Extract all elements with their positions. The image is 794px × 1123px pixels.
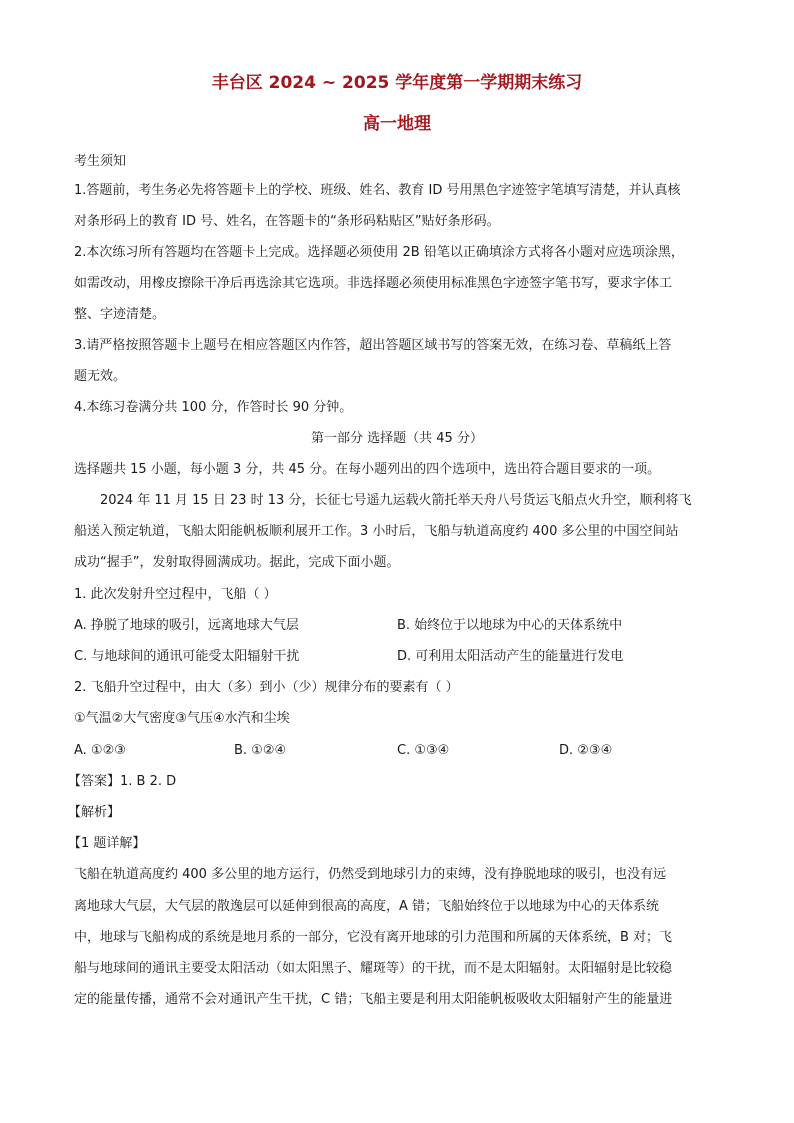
- question-2-option-a: A. ①②③: [74, 743, 126, 758]
- notice-line: 整、字迹清楚。: [74, 307, 166, 322]
- detail-title: 【1 题详解】: [68, 836, 146, 851]
- question-1-option-d: D. 可利用太阳活动产生的能量进行发电: [397, 649, 624, 664]
- notice-line: 题无效。: [74, 369, 127, 384]
- passage-line: 2024 年 11 月 15 日 23 时 13 分，长征七号遥九运载火箭托举天舟八号货运飞船点火升空，顺利将飞: [100, 493, 692, 508]
- notice-heading: 考生须知: [74, 154, 127, 169]
- question-2-option-c: C. ①③④: [397, 743, 450, 758]
- passage-line: 船送入预定轨道，飞船太阳能帆板顺利展开工作。3 小时后，飞船与轨道高度约 400 多公里的中国空间站: [74, 524, 679, 539]
- detail-line: 离地球大气层，大气层的散逸层可以延伸到很高的高度，A 错；飞船始终位于以地球为中心的天体系统: [74, 899, 660, 914]
- notice-line: 2.本次练习所有答题均在答题卡上完成。选择题必须使用 2B 铅笔以正确填涂方式将各小题对应选项涂黑，: [74, 245, 684, 260]
- question-1-option-b: B. 始终位于以地球为中心的天体系统中: [397, 618, 623, 633]
- notice-line: 对条形码上的教育 ID 号、姓名，在答题卡的“条形码粘贴区”贴好条形码。: [74, 214, 500, 229]
- exam-title: 丰台区 2024 ~ 2025 学年度第一学期期末练习: [211, 73, 583, 93]
- passage-line: 成功“握手”，发射取得圆满成功。据此，完成下面小题。: [74, 555, 400, 570]
- exam-subject: 高一地理: [363, 114, 431, 134]
- question-1-option-c: C. 与地球间的通讯可能受太阳辐射干扰: [74, 649, 300, 664]
- question-1-stem: 1. 此次发射升空过程中，飞船（ ）: [74, 587, 277, 602]
- notice-line: 如需改动，用橡皮擦除干净后再选涂其它选项。非选择题必须使用标准黑色字迹签字笔书写，要求字体工: [74, 276, 673, 291]
- detail-line: 飞船在轨道高度约 400 多公里的地方运行，仍然受到地球引力的束缚，没有挣脱地球的吸引，也没有远: [74, 867, 667, 882]
- question-2-factors: ①气温②大气密度③气压④水汽和尘埃: [74, 711, 290, 726]
- notice-line: 3.请严格按照答题卡上题号在相应答题区内作答，超出答题区域书写的答案无效，在练习卷、草稿纸上答: [74, 338, 672, 353]
- notice-line: 1.答题前，考生务必先将答题卡上的学校、班级、姓名、教育 ID 号用黑色字迹签字笔填写清楚，并认真核: [74, 183, 681, 198]
- question-2-option-b: B. ①②④: [234, 743, 287, 758]
- detail-line: 定的能量传播，通常不会对通讯产生干扰，C 错；飞船主要是利用太阳能帆板吸收太阳辐射产生的能量进: [74, 992, 673, 1007]
- answer-label: 【答案】1. B 2. D: [68, 774, 177, 789]
- section-intro: 选择题共 15 小题，每小题 3 分，共 45 分。在每小题列出的四个选项中，选出符合题目要求的一项。: [74, 462, 661, 477]
- analysis-label: 【解析】: [68, 805, 121, 820]
- question-2-stem: 2. 飞船升空过程中，由大（多）到小（少）规律分布的要素有（ ）: [74, 680, 459, 695]
- question-1-option-a: A. 挣脱了地球的吸引，远离地球大气层: [74, 618, 299, 633]
- detail-line: 中，地球与飞船构成的系统是地月系的一部分，它没有离开地球的引力范围和所属的天体系统，B 对；飞: [74, 930, 673, 945]
- notice-line: 4.本练习卷满分共 100 分，作答时长 90 分钟。: [74, 400, 353, 415]
- question-2-option-d: D. ②③④: [559, 743, 613, 758]
- section-title: 第一部分 选择题（共 45 分）: [311, 431, 483, 446]
- detail-line: 船与地球间的通讯主要受太阳活动（如太阳黑子、耀斑等）的干扰，而不是太阳辐射。太阳辐射是比较稳: [74, 961, 673, 976]
